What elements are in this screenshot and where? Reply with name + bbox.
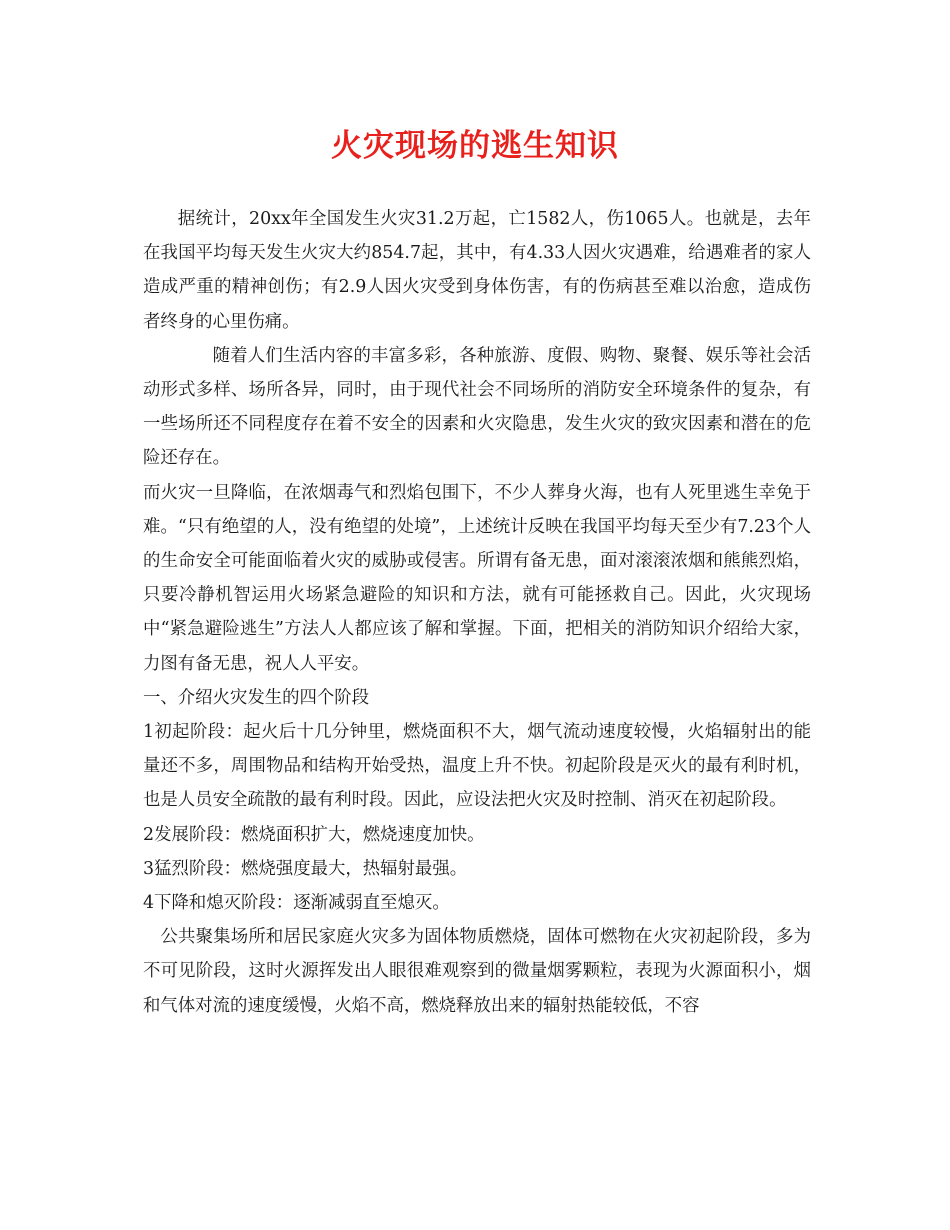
paragraph-statistics: 据统计，20xx年全国发生火灾31.2万起，亡1582人，伤1065人。也就是，去年在我国平均每天发生火灾大约854.7起，其中，有4.33人因火灾遇难，给遇难者的家人造成严重的精神创伤；有2.9人因火灾受到身体伤害，有的伤病甚至难以治愈，造成伤者终身的心里伤痛。 xyxy=(143,209,811,332)
paragraph-escape-importance: 而火灾一旦降临，在浓烟毒气和烈焰包围下，不少人葬身火海，也有人死里逃生幸免于难。“只有绝望的人，没有绝望的处境”，上述统计反映在我国平均每天至少有7.23个人的生命安全可能面临着火灾的威胁或侵害。所谓有备无患，面对滚滚浓烟和熊熊烈焰，只要冷静机智运用火场紧急避险的知识和方法，就有可能拯救自己。因此，火灾现场中“紧急避险逃生”方法人人都应该了解和掌握。下面，把相关的消防知识介绍给大家，力图有备无患，祝人人平安。 xyxy=(143,482,811,674)
list-item-stage-1: 1初起阶段：起火后十几分钟里，燃烧面积不大，烟气流动速度较慢，火焰辐射出的能量还不多，周围物品和结构开始受热，温度上升不快。初起阶段是灭火的最有利时机，也是人员安全疏散的最有利时段。因此，应设法把火灾及时控制、消灭在初起阶段。 xyxy=(143,722,811,811)
document-body xyxy=(143,202,811,1023)
list-item-stage-2: 2发展阶段：燃烧面积扩大，燃烧速度加快。 xyxy=(143,824,485,845)
document-title: 火灾现场的逃生知识 xyxy=(331,128,619,164)
list-item-stage-4: 4下降和熄灭阶段：逐渐减弱直至熄灭。 xyxy=(143,893,450,914)
section-heading-fire-stages: 一、介绍火灾发生的四个阶段 xyxy=(143,687,370,708)
paragraph-solid-combustion: 公共聚集场所和居民家庭火灾多为固体物质燃烧，固体可燃物在火灾初起阶段，多为不可见阶段，这时火源挥发出人眼很难观察到的微量烟雾颗粒，表现为火源面积小，烟和气体对流的速度缓慢，火焰不高，燃烧释放出来的辐射热能较低，不容 xyxy=(143,927,811,1016)
list-item-stage-3: 3猛烈阶段：燃烧强度最大，热辐射最强。 xyxy=(143,858,468,879)
paragraph-social-activities: 随着人们生活内容的丰富多彩，各种旅游、度假、购物、聚餐、娱乐等社会活动形式多样、场所各异，同时，由于现代社会不同场所的消防安全环境条件的复杂，有一些场所还不同程度存在着不安全的因素和火灾隐患，发生火灾的致灾因素和潜在的危险还存在。 xyxy=(143,345,811,469)
